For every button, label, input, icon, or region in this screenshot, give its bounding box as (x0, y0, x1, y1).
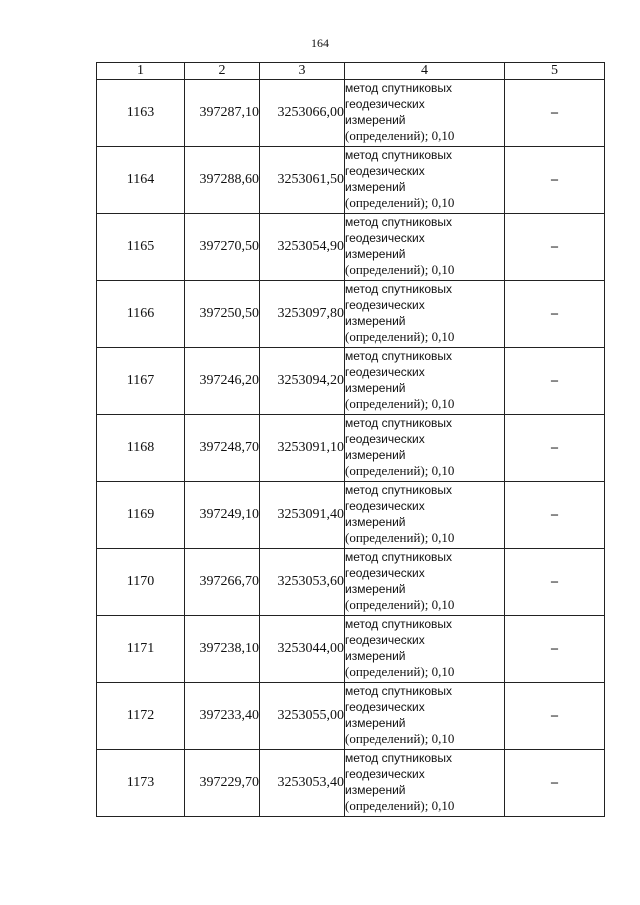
method-cell (345, 683, 505, 750)
method-line: (определений); 0,10 (345, 530, 455, 545)
x-coordinate-cell: 397238,10 (185, 616, 260, 683)
x-coordinate-cell: 397246,20 (185, 348, 260, 415)
method-line: метод спутниковых (345, 349, 453, 363)
note-cell: – (505, 281, 605, 348)
column-header-3: 3 (260, 63, 345, 80)
method-line: метод спутниковых (345, 684, 453, 698)
method-cell (345, 482, 505, 549)
method-line: (определений); 0,10 (345, 463, 455, 478)
method-line: геодезических (345, 164, 425, 178)
table-row (97, 750, 605, 817)
method-line: метод спутниковых (345, 751, 453, 765)
x-coordinate-cell: 397287,10 (185, 80, 260, 147)
method-line: измерений (345, 113, 406, 127)
table-row (97, 348, 605, 415)
x-coordinate-cell: 397229,70 (185, 750, 260, 817)
table-body (97, 80, 605, 817)
note-cell: – (505, 750, 605, 817)
x-coordinate-cell: 397248,70 (185, 415, 260, 482)
method-line: (определений); 0,10 (345, 597, 455, 612)
column-header-4: 4 (345, 63, 505, 80)
y-coordinate-cell: 3253061,50 (260, 147, 345, 214)
table-row (97, 147, 605, 214)
x-coordinate-cell: 397233,40 (185, 683, 260, 750)
table-row (97, 281, 605, 348)
method-line: измерений (345, 180, 406, 194)
table-row (97, 616, 605, 683)
point-number-cell: 1170 (97, 549, 185, 616)
point-number-cell: 1166 (97, 281, 185, 348)
method-cell (345, 80, 505, 147)
x-coordinate-cell: 397249,10 (185, 482, 260, 549)
method-cell (345, 281, 505, 348)
method-line: (определений); 0,10 (345, 798, 455, 813)
point-number-cell: 1164 (97, 147, 185, 214)
note-cell: – (505, 616, 605, 683)
method-line: метод спутниковых (345, 550, 453, 564)
table-row (97, 415, 605, 482)
x-coordinate-cell: 397288,60 (185, 147, 260, 214)
coordinates-table (96, 62, 605, 817)
column-header-2: 2 (185, 63, 260, 80)
x-coordinate-cell: 397250,50 (185, 281, 260, 348)
method-line: метод спутниковых (345, 148, 453, 162)
method-line: (определений); 0,10 (345, 664, 455, 679)
method-line: измерений (345, 582, 406, 596)
method-line: геодезических (345, 432, 425, 446)
note-cell: – (505, 683, 605, 750)
y-coordinate-cell: 3253091,40 (260, 482, 345, 549)
method-line: (определений); 0,10 (345, 396, 455, 411)
method-line: метод спутниковых (345, 416, 453, 430)
column-header-5: 5 (505, 63, 605, 80)
point-number-cell: 1169 (97, 482, 185, 549)
note-cell: – (505, 147, 605, 214)
method-line: геодезических (345, 231, 425, 245)
point-number-cell: 1171 (97, 616, 185, 683)
y-coordinate-cell: 3253053,40 (260, 750, 345, 817)
table-row (97, 549, 605, 616)
method-line: измерений (345, 314, 406, 328)
note-cell: – (505, 415, 605, 482)
method-line: метод спутниковых (345, 617, 453, 631)
point-number-cell: 1168 (97, 415, 185, 482)
y-coordinate-cell: 3253094,20 (260, 348, 345, 415)
y-coordinate-cell: 3253054,90 (260, 214, 345, 281)
method-line: измерений (345, 649, 406, 663)
method-line: (определений); 0,10 (345, 128, 455, 143)
y-coordinate-cell: 3253053,60 (260, 549, 345, 616)
method-cell (345, 415, 505, 482)
method-cell (345, 549, 505, 616)
table-row (97, 80, 605, 147)
y-coordinate-cell: 3253097,80 (260, 281, 345, 348)
point-number-cell: 1163 (97, 80, 185, 147)
y-coordinate-cell: 3253055,00 (260, 683, 345, 750)
column-header-1: 1 (97, 63, 185, 80)
method-cell (345, 348, 505, 415)
method-line: геодезических (345, 365, 425, 379)
method-cell (345, 147, 505, 214)
note-cell: – (505, 549, 605, 616)
method-cell (345, 616, 505, 683)
method-line: метод спутниковых (345, 282, 453, 296)
note-cell: – (505, 214, 605, 281)
y-coordinate-cell: 3253091,10 (260, 415, 345, 482)
method-line: (определений); 0,10 (345, 731, 455, 746)
note-cell: – (505, 80, 605, 147)
x-coordinate-cell: 397270,50 (185, 214, 260, 281)
x-coordinate-cell: 397266,70 (185, 549, 260, 616)
method-line: метод спутниковых (345, 483, 453, 497)
method-line: метод спутниковых (345, 215, 453, 229)
method-line: измерений (345, 783, 406, 797)
method-line: (определений); 0,10 (345, 262, 455, 277)
method-line: измерений (345, 448, 406, 462)
method-line: геодезических (345, 298, 425, 312)
method-line: геодезических (345, 633, 425, 647)
method-line: геодезических (345, 97, 425, 111)
table-row (97, 214, 605, 281)
point-number-cell: 1172 (97, 683, 185, 750)
method-line: (определений); 0,10 (345, 195, 455, 210)
method-line: измерений (345, 716, 406, 730)
table-row (97, 683, 605, 750)
method-line: измерений (345, 515, 406, 529)
method-line: измерений (345, 247, 406, 261)
method-line: геодезических (345, 566, 425, 580)
point-number-cell: 1173 (97, 750, 185, 817)
table-header-row (97, 63, 605, 80)
y-coordinate-cell: 3253066,00 (260, 80, 345, 147)
note-cell: – (505, 482, 605, 549)
method-cell (345, 214, 505, 281)
page-number: 164 (311, 36, 329, 50)
method-line: измерений (345, 381, 406, 395)
method-line: геодезических (345, 767, 425, 781)
point-number-cell: 1167 (97, 348, 185, 415)
method-cell (345, 750, 505, 817)
method-line: (определений); 0,10 (345, 329, 455, 344)
point-number-cell: 1165 (97, 214, 185, 281)
method-line: геодезических (345, 499, 425, 513)
method-line: метод спутниковых (345, 81, 453, 95)
y-coordinate-cell: 3253044,00 (260, 616, 345, 683)
table-row (97, 482, 605, 549)
method-line: геодезических (345, 700, 425, 714)
note-cell: – (505, 348, 605, 415)
